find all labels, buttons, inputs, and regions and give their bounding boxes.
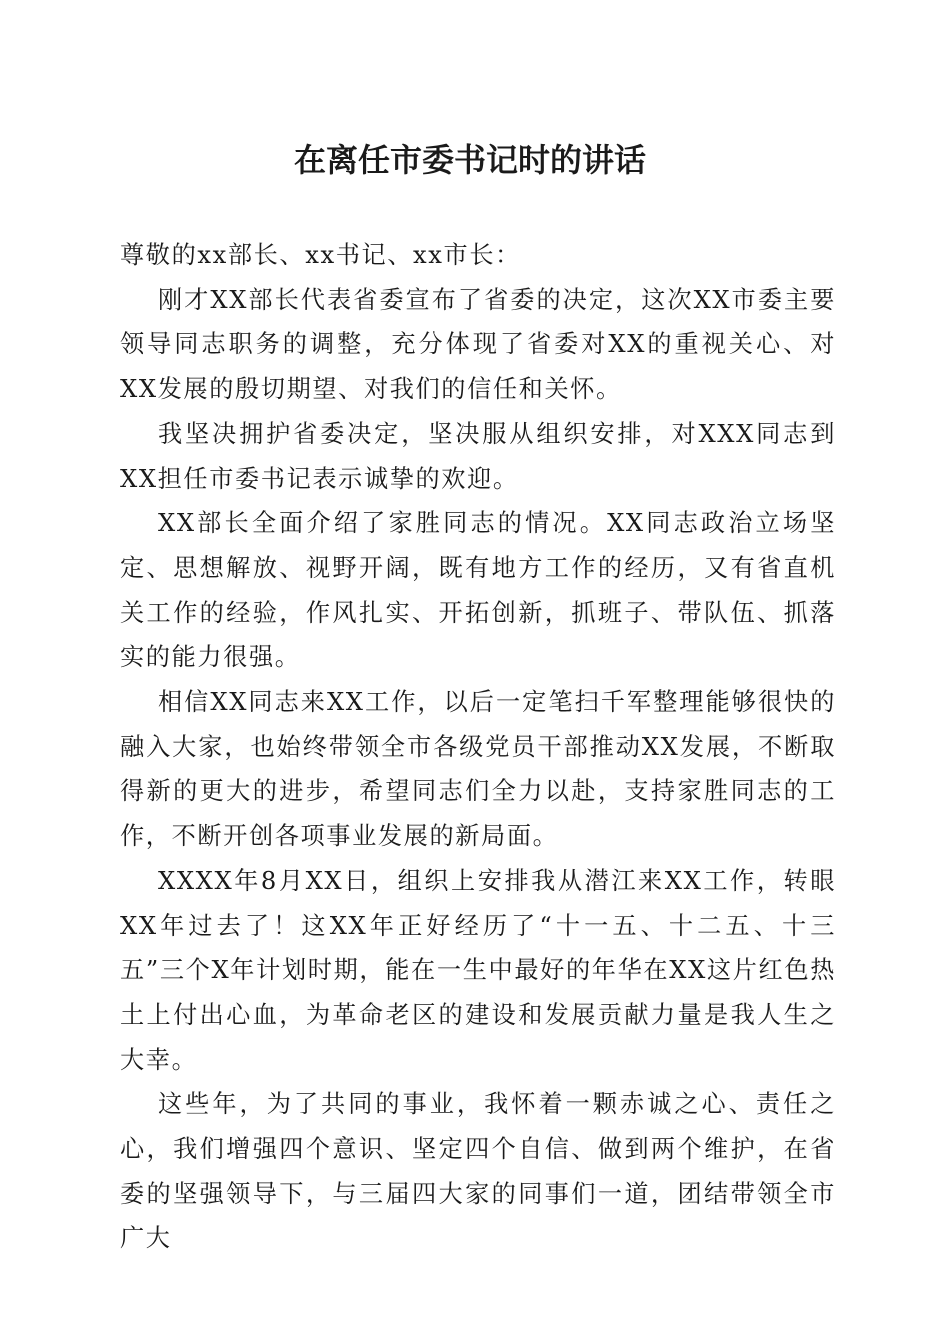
document-body [120,233,836,1261]
paragraph: XX部长全面介绍了家胜同志的情况。XX同志政治立场坚定、思想解放、视野开阔，既有地方工作的经历，又有省直机关工作的经验，作风扎实、开拓创新，抓班子、带队伍、抓落实的能力很强。 [120,509,836,672]
paragraph: 我坚决拥护省委决定，坚决服从组织安排，对XXX同志到XX担任市委书记表示诚挚的欢迎。 [120,419,836,493]
paragraph: 相信XX同志来XX工作，以后一定笔扫千军整理能够很快的融入大家，也始终带领全市各级党员干部推动XX发展，不断取得新的更大的进步，希望同志们全力以赴，支持家胜同志的工作，不断开创各项事业发展的新局面。 [120,688,836,851]
paragraph: 刚才XX部长代表省委宣布了省委的决定，这次XX市委主要领导同志职务的调整，充分体现了省委对XX的重视关心、对XX发展的殷切期望、对我们的信任和关怀。 [120,285,836,404]
paragraph: 这些年，为了共同的事业，我怀着一颗赤诚之心、责任之心，我们增强四个意识、坚定四个自信、做到两个维护，在省委的坚强领导下，与三届四大家的同事们一道，团结带领全市广大 [120,1090,836,1253]
document-title: 在离任市委书记时的讲话 [293,141,646,179]
salutation: 尊敬的xx部长、xx书记、xx市长： [120,241,521,269]
paragraph: XXXX年8月XX日，组织上安排我从潜江来XX工作，转眼XX年过去了！这XX年正好经历了“十一五、十二五、十三五”三个X年计划时期，能在一生中最好的年华在XX这片红色热土上付出心血，为革命老区的建设和发展贡献力量是我人生之大幸。 [120,866,836,1074]
